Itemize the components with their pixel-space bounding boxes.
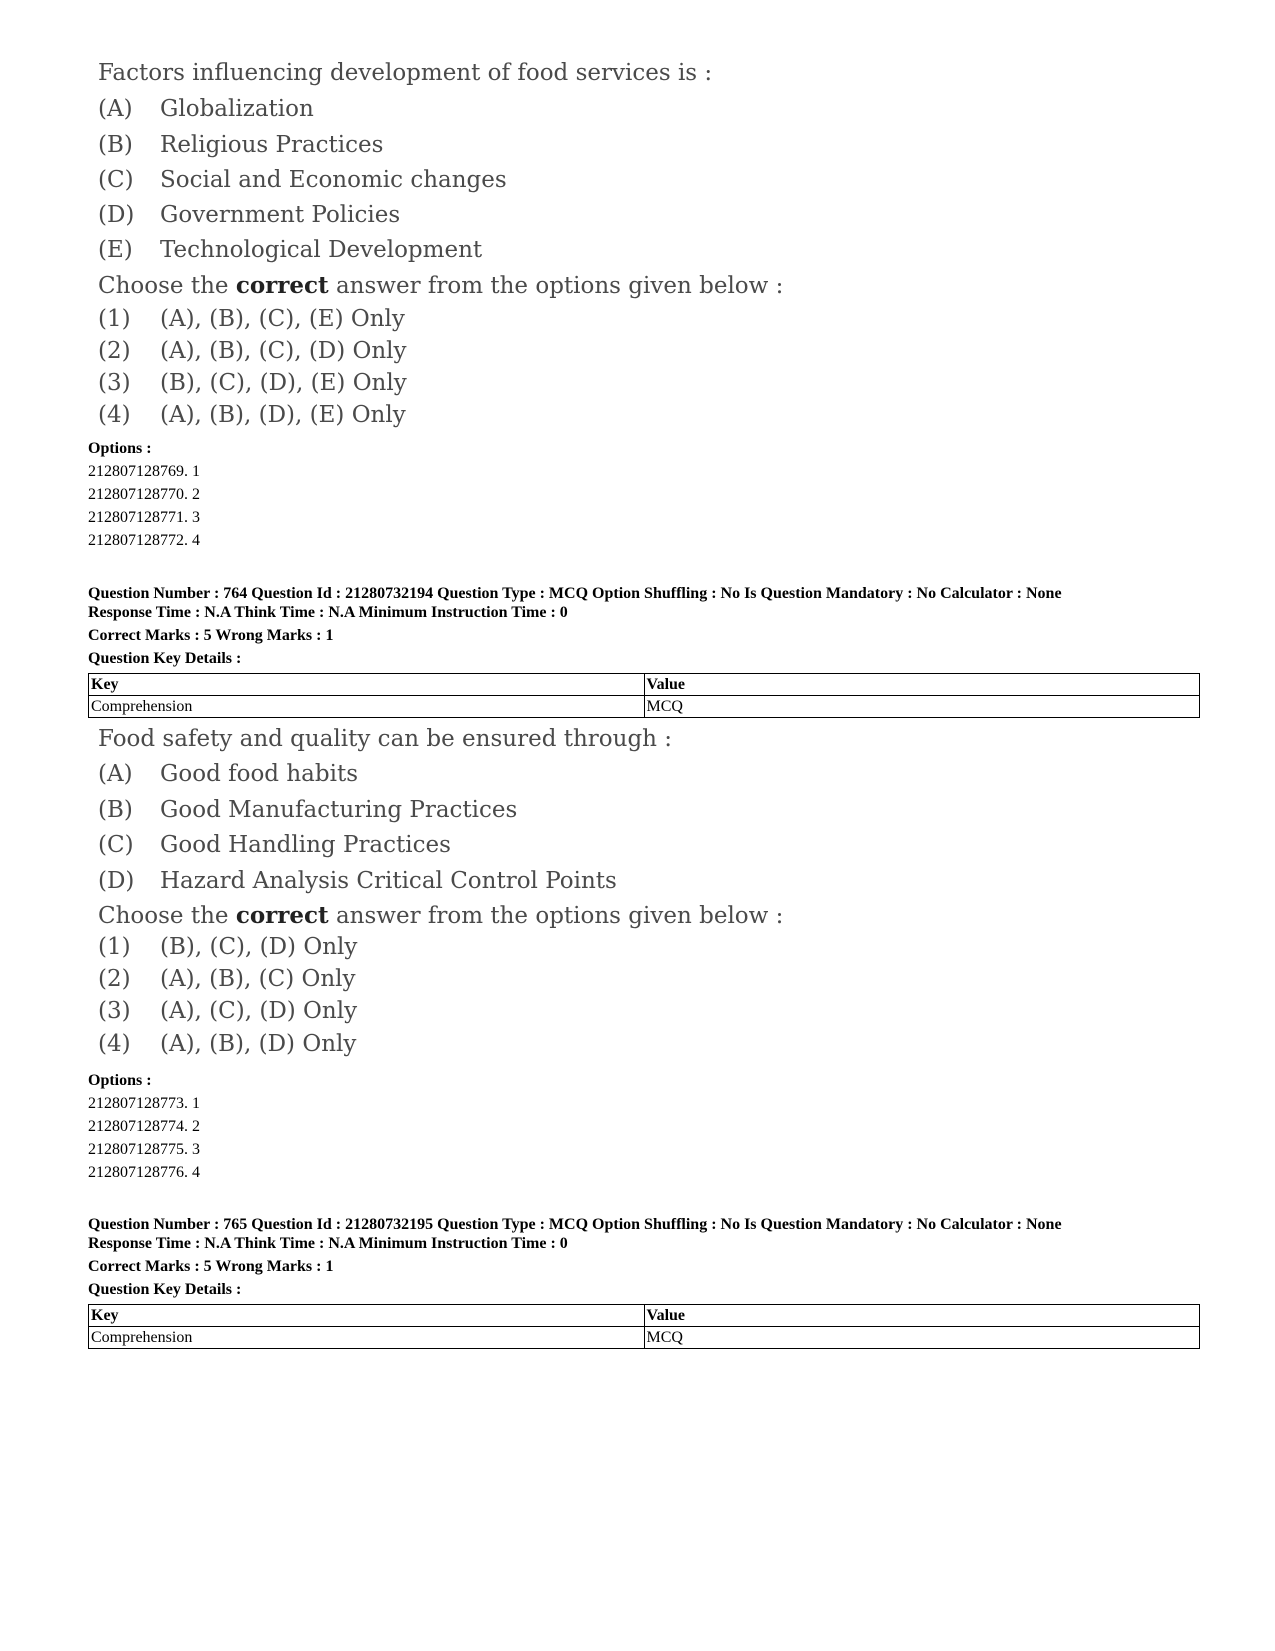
choice-label: (1) [98,934,131,960]
table-cell: Comprehension [89,1327,645,1349]
answer-instruction: Choose the correct answer from the options given below : [98,902,784,929]
table-cell: MCQ [644,696,1200,718]
statement-text: Good Handling Practices [160,832,451,858]
choice-text: (A), (C), (D) Only [160,998,358,1024]
choice-label: (1) [98,306,131,332]
table-header-row [89,1305,1200,1327]
key-details-table [88,673,1200,718]
key-details-title: Question Key Details : [88,650,242,667]
statement-label: (C) [98,832,134,858]
statement-text: Good food habits [160,761,358,787]
statement-label: (D) [98,868,135,894]
choice-text: (A), (B), (C) Only [160,966,356,992]
option-id: 212807128772. 4 [88,532,200,549]
table-cell: Comprehension [89,696,645,718]
table-row [89,696,1200,718]
options-title: Options : [88,440,152,457]
statement-text: Hazard Analysis Critical Control Points [160,868,617,894]
table-header-row [89,674,1200,696]
option-id: 212807128774. 2 [88,1118,200,1135]
statement-label: (A) [98,96,133,122]
question-meta-line: Response Time : N.A Think Time : N.A Minimum Instruction Time : 0 [88,604,568,621]
statement-label: (B) [98,797,133,823]
marks-line: Correct Marks : 5 Wrong Marks : 1 [88,1258,334,1275]
table-header-cell: Value [644,1305,1200,1327]
question-stem: Food safety and quality can be ensured through : [98,726,673,752]
marks-line: Correct Marks : 5 Wrong Marks : 1 [88,627,334,644]
question-meta-line: Question Number : 765 Question Id : 21280732195 Question Type : MCQ Option Shuffling : No Is Question Mandatory : No Calculator : None [88,1216,1062,1233]
statement-text: Religious Practices [160,132,384,158]
question-meta-line: Question Number : 764 Question Id : 21280732194 Question Type : MCQ Option Shuffling : No Is Question Mandatory : No Calculator : None [88,585,1062,602]
options-title: Options : [88,1072,152,1089]
statement-text: Good Manufacturing Practices [160,797,518,823]
statement-text: Technological Development [160,237,483,263]
key-details-table [88,1304,1200,1349]
question-stem: Factors influencing development of food services is : [98,60,713,86]
option-id: 212807128771. 3 [88,509,200,526]
choice-text: (A), (B), (D), (E) Only [160,402,406,428]
option-id: 212807128769. 1 [88,463,200,480]
choice-text: (A), (B), (C), (E) Only [160,306,405,332]
choice-label: (4) [98,1031,131,1057]
statement-label: (C) [98,167,134,193]
choice-text: (B), (C), (D), (E) Only [160,370,407,396]
answer-instruction: Choose the correct answer from the options given below : [98,272,784,299]
option-id: 212807128773. 1 [88,1095,200,1112]
statement-text: Globalization [160,96,314,122]
option-id: 212807128775. 3 [88,1141,200,1158]
statement-label: (A) [98,761,133,787]
choice-text: (A), (B), (C), (D) Only [160,338,407,364]
choice-label: (3) [98,998,131,1024]
choice-label: (4) [98,402,131,428]
statement-text: Government Policies [160,202,401,228]
statement-label: (E) [98,237,133,263]
table-row [89,1327,1200,1349]
table-header-cell: Key [89,674,645,696]
choice-text: (B), (C), (D) Only [160,934,358,960]
statement-label: (B) [98,132,133,158]
choice-label: (2) [98,966,131,992]
question-meta-line: Response Time : N.A Think Time : N.A Minimum Instruction Time : 0 [88,1235,568,1252]
table-cell: MCQ [644,1327,1200,1349]
statement-text: Social and Economic changes [160,167,507,193]
key-details-title: Question Key Details : [88,1281,242,1298]
option-id: 212807128770. 2 [88,486,200,503]
table-header-cell: Value [644,674,1200,696]
option-id: 212807128776. 4 [88,1164,200,1181]
statement-label: (D) [98,202,135,228]
table-header-cell: Key [89,1305,645,1327]
choice-text: (A), (B), (D) Only [160,1031,357,1057]
choice-label: (2) [98,338,131,364]
choice-label: (3) [98,370,131,396]
